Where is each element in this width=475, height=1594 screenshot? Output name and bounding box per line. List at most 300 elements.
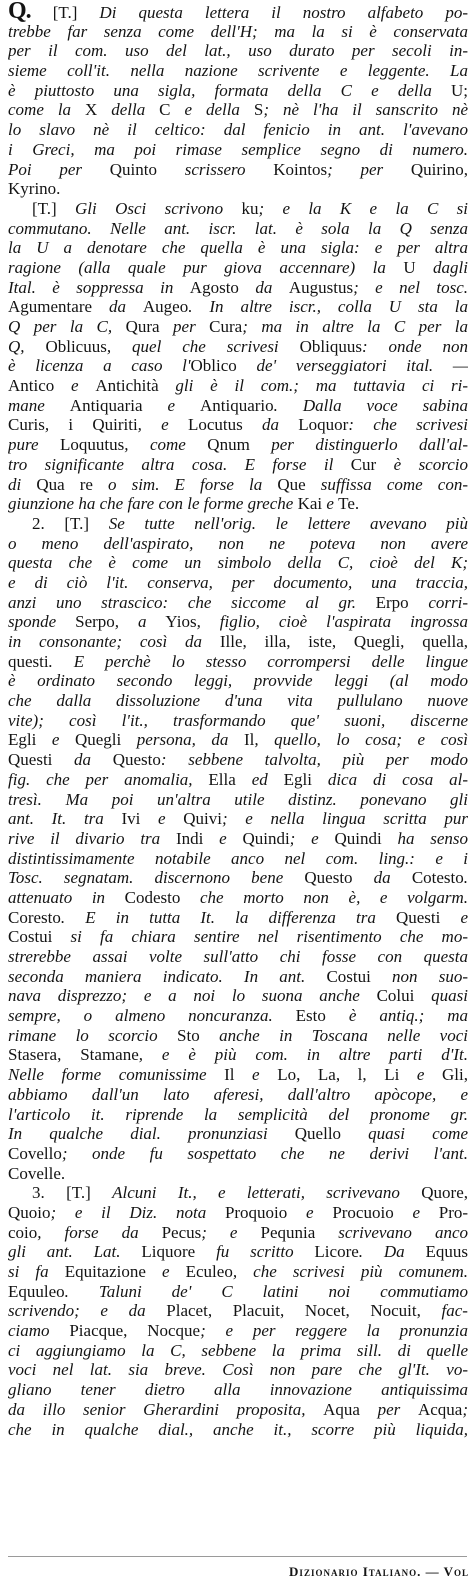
roman-text: Egli <box>8 730 37 750</box>
text-line <box>8 238 468 258</box>
text-line <box>8 278 468 298</box>
italic-text: gliano tener dietro alla innovazione antiquissima <box>8 1380 468 1400</box>
roman-text: Locutus <box>187 415 243 435</box>
roman-text: Yios <box>165 612 197 632</box>
roman-text: Esto <box>295 1006 326 1026</box>
roman-text: Que <box>277 474 306 494</box>
italic-text: persona, da <box>121 730 244 750</box>
roman-text: C <box>159 100 171 120</box>
italic-text: abbiamo dall'un lato aferesi, dall'altro apòcope, e <box>8 1084 468 1104</box>
italic-text: è piuttosto una sigla, formata della C e della <box>8 80 451 100</box>
roman-text: Augeo <box>142 297 189 317</box>
text-line <box>8 908 468 928</box>
italic-text: , e è più com. in altre parti d'It. <box>138 1045 468 1065</box>
roman-text: Quindi <box>334 828 382 848</box>
text-line <box>8 1400 468 1420</box>
text-line <box>8 632 468 652</box>
roman-text: i Quiriti <box>68 415 138 435</box>
roman-text: Il <box>243 730 255 750</box>
italic-text: ; e <box>201 1222 261 1242</box>
text-line <box>8 41 468 61</box>
text-line <box>8 475 468 495</box>
italic-text: i Greci, ma poi rimase semplice segno di numero. <box>8 139 468 159</box>
text-line <box>8 415 468 435</box>
italic-text: e <box>440 907 468 927</box>
text-line <box>8 691 468 711</box>
roman-text: Liquore <box>141 1242 196 1262</box>
italic-text: gli è il com.; ma tuttavia ci ri- <box>158 376 468 396</box>
italic-text: seconda maniera indicato. In ant. <box>8 966 327 986</box>
italic-text: suffissa come con- <box>305 474 468 494</box>
italic-text: : sebbene talvolta, più per modo <box>160 750 468 770</box>
italic-text: , forse da <box>37 1222 162 1242</box>
italic-text: e della <box>170 100 254 120</box>
text-line <box>8 1006 468 1026</box>
italic-text: distintissimamente notabile anco nel com. ling.: e i <box>8 848 468 868</box>
italic-text: Q, <box>8 336 46 356</box>
roman-text: ku <box>241 198 259 218</box>
roman-text: Qura <box>125 317 160 336</box>
italic-text: . In altre iscr., colla U sta la <box>188 297 468 317</box>
roman-text: Loquor <box>298 415 349 435</box>
roman-text: Quegli <box>74 730 122 750</box>
italic-text: di <box>8 474 37 494</box>
text-line <box>8 1026 468 1046</box>
text-line <box>8 986 468 1006</box>
italic-text: fac- <box>420 1301 468 1321</box>
italic-text: per <box>359 1399 418 1419</box>
roman-text: Serpo <box>75 612 115 632</box>
footer-divider <box>8 1556 467 1557</box>
italic-text: ; e il Diz. nota <box>50 1202 225 1222</box>
italic-text: Gli Osci scrivono <box>75 198 242 218</box>
text-line <box>8 671 468 691</box>
text-line <box>8 61 468 81</box>
italic-text: da <box>238 277 289 297</box>
roman-text: Questo <box>304 868 353 888</box>
text-line <box>8 1045 468 1065</box>
roman-text: Piacque, Nocque <box>69 1321 201 1341</box>
italic-text: ; <box>462 1399 468 1419</box>
italic-text: e <box>145 1262 186 1281</box>
roman-text: Equus <box>425 1242 468 1262</box>
italic-text: . E in tutta It. la differenza tra <box>60 907 396 927</box>
text-line <box>8 1164 468 1184</box>
text-line <box>8 140 468 160</box>
roman-text: Antico <box>8 376 55 396</box>
roman-text: Kyrino. <box>8 179 61 199</box>
italic-text: non suo- <box>370 966 468 986</box>
running-footer: Dizionario Italiano. — Vol <box>289 1564 469 1579</box>
italic-text: rimane lo scorcio <box>8 1025 178 1045</box>
roman-text: Equitazione <box>64 1262 146 1281</box>
roman-text: Licore <box>314 1242 359 1262</box>
italic-text: commutano. Nelle ant. iscr. lat. è sola la Q senza <box>8 218 468 238</box>
italic-text: e <box>140 809 184 829</box>
italic-text: ant. It. tra <box>8 809 122 829</box>
italic-text: ; e <box>289 828 335 848</box>
italic-text: nava disprezzo; e a noi lo suona anche <box>8 986 377 1006</box>
text-line <box>8 1360 468 1380</box>
italic-text: Nelle forme comunissime <box>8 1065 225 1085</box>
text-line <box>8 750 468 770</box>
italic-text: la U a denotare che quella è una sigla: e per altra <box>8 238 468 258</box>
text-line <box>8 829 468 849</box>
italic-text: e <box>234 1065 278 1085</box>
text-line <box>8 534 468 554</box>
italic-text: ed <box>235 769 284 789</box>
italic-text: ; onde fu sospettato che ne derivi l'ant. <box>61 1143 468 1163</box>
roman-text: Oblico <box>190 356 237 376</box>
italic-text: si fa chiara sentire nel risentimento che mo- <box>52 927 468 947</box>
roman-text: Quinto <box>109 159 157 179</box>
roman-text: Proquoio <box>224 1202 288 1222</box>
text-line <box>8 514 468 534</box>
roman-text: Il <box>224 1065 235 1085</box>
text-line <box>8 1065 468 1085</box>
roman-text: 2. [T.] <box>32 513 109 533</box>
text-line <box>8 888 468 908</box>
italic-text: voci nel lat. sia breve. Così non pare che gl'It. vo- <box>8 1360 468 1380</box>
italic-text: Poi per <box>8 159 110 179</box>
text-line <box>8 1282 468 1302</box>
text-line <box>8 593 468 613</box>
text-line <box>8 1380 468 1400</box>
italic-text: scrivendo; e da <box>8 1301 167 1321</box>
roman-text: Colui <box>376 986 415 1006</box>
roman-text: Loquutus <box>60 435 125 455</box>
text-line <box>8 1341 468 1361</box>
roman-text: Curis <box>8 415 45 435</box>
text-line <box>8 100 468 120</box>
text-line <box>8 1085 468 1105</box>
italic-text: Se tutte nell'orig. le lettere avevano più <box>108 513 468 533</box>
italic-text: o meno dell'aspirato, non ne poteva non avere <box>8 533 468 553</box>
italic-text: anche in Toscana nelle voci <box>199 1025 468 1045</box>
italic-text: , che scrivesi più comunem. <box>232 1262 468 1281</box>
italic-text: tro significante altra cosa. E forse il <box>8 454 351 474</box>
text-line <box>8 967 468 987</box>
italic-text: , come <box>124 435 208 455</box>
italic-text: ci aggiungiamo la C, sebbene la prima sill. di quelle <box>8 1340 468 1360</box>
roman-text: Costui <box>8 927 53 947</box>
text-line <box>8 396 468 416</box>
italic-text: è scorcio <box>376 454 468 474</box>
italic-text: ; nè l'ha il sanscrito nè <box>263 100 468 120</box>
italic-text: , <box>44 415 69 435</box>
italic-text: e <box>393 1202 439 1222</box>
text-line <box>8 1321 468 1341</box>
italic-text: Q per la C, <box>8 317 126 336</box>
roman-text: Equuleo <box>8 1281 65 1301</box>
roman-text: Quore, <box>421 1183 468 1203</box>
text-line <box>8 179 468 199</box>
roman-text: Agosto <box>189 277 239 297</box>
roman-text: Lo, La, l, Li <box>277 1065 400 1085</box>
italic-text: si fa <box>8 1262 65 1281</box>
italic-text: , a <box>114 612 166 632</box>
text-line <box>8 120 468 140</box>
roman-text: Costui <box>326 966 371 986</box>
roman-text: Ille, illa, iste, Quegli, quella, <box>219 632 468 651</box>
roman-text: Codesto <box>124 887 181 907</box>
italic-text: per il com. uso del lat., uso durato per secoli in- <box>8 41 468 61</box>
italic-text: e <box>142 395 200 415</box>
italic-text: mane <box>8 395 70 415</box>
text-line <box>8 849 468 869</box>
dictionary-page <box>8 2 468 1592</box>
text-line <box>8 356 468 376</box>
italic-text: trebbe far senza come dell'H; ma la si è conservata <box>8 21 468 41</box>
text-line <box>8 612 468 632</box>
italic-text: , quello, lo cosa; e così <box>254 730 468 750</box>
roman-text: Gli, <box>442 1065 468 1085</box>
roman-text: Augustus <box>288 277 354 297</box>
italic-text: , figlio, cioè l'aspirata ingrossa <box>196 612 468 632</box>
italic-text: : che scrivesi <box>348 415 468 435</box>
italic-text: rive il divario tra <box>8 828 176 848</box>
italic-text: scrissero <box>156 159 274 179</box>
roman-text: coio <box>8 1222 38 1242</box>
text-line <box>8 1203 468 1223</box>
italic-text: , quel che scrivesi <box>106 336 300 356</box>
text-line <box>8 317 468 337</box>
italic-text: e <box>287 1202 333 1222</box>
italic-text: come la <box>8 100 85 120</box>
italic-text: ragione (alla quale pur giova accennare) la <box>8 257 404 277</box>
italic-text: ; ma in altre la C per la <box>242 317 468 336</box>
roman-text: Placet, Placuit, Nocet, Nocuit, <box>166 1301 421 1321</box>
roman-text: Covello <box>8 1143 62 1163</box>
italic-text: da illo senior Gherardini proposita, <box>8 1399 324 1419</box>
text-line <box>8 219 468 239</box>
text-line <box>8 1183 468 1203</box>
roman-text: Antiquario <box>199 395 274 415</box>
italic-text: per <box>159 317 210 336</box>
italic-text: ciamo <box>8 1321 70 1341</box>
italic-text: o sim. E forse la <box>92 474 278 494</box>
text-line <box>8 1301 468 1321</box>
roman-text: Aqua <box>323 1399 360 1419</box>
text-line <box>8 947 468 967</box>
roman-text: Quindi <box>242 828 290 848</box>
italic-text: strerebbe assai volte sull'atto chi fosse con questa <box>8 947 468 966</box>
italic-text: sieme coll'it. nella nazione scrivente e leggente. La <box>8 61 468 81</box>
roman-text: Ella <box>208 769 236 789</box>
text-line <box>8 258 468 278</box>
italic-text: per distinguerlo dall'al- <box>249 435 468 455</box>
italic-text: ; e nel tosc. <box>353 277 468 297</box>
text-line <box>8 1124 468 1144</box>
italic-text: che dalla dissoluzione d'una vita pullulano nuove <box>8 691 468 711</box>
roman-text: S <box>253 100 264 120</box>
roman-text: Erpo <box>375 592 409 612</box>
italic-text: questa che è come un simbolo della C, cioè del K; <box>8 553 468 573</box>
italic-text: quasi <box>414 986 468 1006</box>
italic-text: anzi uno strascico: che siccome al gr. <box>8 592 376 612</box>
roman-text: Kointos <box>273 159 328 179</box>
italic-text: sponde <box>8 612 76 632</box>
italic-text: ha senso <box>381 828 468 848</box>
text-line <box>8 1420 468 1440</box>
roman-text: Quivi <box>183 809 222 829</box>
italic-text: Alcuni It., e letterati, scrivevano <box>112 1183 422 1203</box>
italic-text: scrivevano anco <box>315 1222 468 1242</box>
italic-text: ; e la K e la C si <box>258 198 468 218</box>
text-line <box>8 809 468 829</box>
italic-text: . Taluni de' C latini noi commutiamo <box>64 1281 468 1301</box>
italic-text: , e <box>137 415 188 435</box>
italic-text: e <box>54 376 96 396</box>
text-line <box>8 790 468 810</box>
roman-text: Obliquus <box>299 336 362 356</box>
text-line <box>8 1144 468 1164</box>
roman-text: Qnum <box>207 435 250 455</box>
roman-text: Procuoio <box>332 1202 394 1222</box>
text-line <box>8 730 468 750</box>
italic-text: corri- <box>408 592 468 612</box>
text-line <box>8 2 468 22</box>
roman-text: Antichità <box>95 376 159 396</box>
italic-text: che morto non è, e volgarm. <box>180 887 468 907</box>
roman-text: Quoio <box>8 1202 51 1222</box>
roman-text: Ivi <box>121 809 141 829</box>
italic-text: . E perchè lo stesso corrompersi delle lingue <box>48 651 468 671</box>
entry-text <box>8 2 468 1439</box>
text-line <box>8 1242 468 1262</box>
italic-text: Di questa lettera il nostro alfabeto po- <box>99 3 468 22</box>
italic-text: da <box>242 415 299 435</box>
roman-text: Pequnia <box>260 1222 316 1242</box>
roman-text: Stasera, Stamane <box>8 1045 139 1065</box>
roman-text: Antiquaria <box>69 395 143 415</box>
italic-text: da <box>352 868 412 888</box>
text-line <box>8 160 468 180</box>
text-line <box>8 81 468 101</box>
italic-text: dagli <box>415 257 468 277</box>
italic-text: de' verseggiatori ital. — <box>236 356 468 376</box>
italic-text: l'articolo it. riprende la semplicità del pronome gr. <box>8 1104 468 1124</box>
text-line <box>8 494 468 514</box>
text-line <box>8 770 468 790</box>
italic-text: fu scritto <box>195 1242 315 1262</box>
italic-text: e <box>399 1065 443 1085</box>
italic-text: fig. che per anomalia, <box>8 769 209 789</box>
roman-text: Covelle. <box>8 1163 66 1183</box>
italic-text: lo slavo nè il celtico: dal fenicio in ant. l'avevano <box>8 120 468 140</box>
italic-text: In qualche dial. pronunziasi <box>8 1124 295 1144</box>
italic-text: vite); così l'it., trasformando que' suoni, discerne <box>8 710 468 730</box>
roman-text: U; <box>451 80 468 100</box>
text-line <box>8 337 468 357</box>
italic-text: pure <box>8 435 60 455</box>
italic-text: attenuato in <box>8 887 125 907</box>
roman-text: Kai <box>297 494 323 514</box>
italic-text: sempre, o almeno noncuranza. <box>8 1006 296 1026</box>
roman-text: Questo <box>112 750 161 770</box>
roman-text: Pro- <box>438 1202 468 1222</box>
text-line <box>8 573 468 593</box>
italic-text: e <box>203 828 243 848</box>
roman-text: Questi <box>8 750 53 770</box>
roman-text: Questi <box>395 907 441 927</box>
text-line <box>8 711 468 731</box>
roman-text: [T.] <box>30 3 100 22</box>
roman-text: Egli <box>283 769 312 789</box>
text-line <box>8 1105 468 1125</box>
text-line <box>8 455 468 475</box>
italic-text: . <box>463 868 468 888</box>
text-line <box>8 1223 468 1243</box>
italic-text: è licenza a caso l' <box>8 356 191 376</box>
italic-text: : onde non <box>361 336 468 356</box>
roman-text: Quirino, <box>410 159 468 179</box>
roman-text: U <box>403 257 416 277</box>
italic-text: dica di cosa al- <box>311 769 468 789</box>
roman-text: questi <box>8 651 49 671</box>
text-line <box>8 652 468 672</box>
italic-text: . Da <box>358 1242 426 1262</box>
roman-text: Eculeo <box>185 1262 233 1281</box>
italic-text: quasi come <box>341 1124 468 1144</box>
roman-text: Qua re <box>36 474 93 494</box>
roman-text: Quello <box>294 1124 342 1144</box>
roman-text: 3. [T.] <box>32 1183 113 1203</box>
text-line <box>8 1262 468 1282</box>
roman-text: Oblicuus <box>45 336 107 356</box>
italic-text: è antiq.; ma <box>325 1006 468 1026</box>
italic-text: in consonante; così da <box>8 632 220 651</box>
italic-text: Ital. è soppressa in <box>8 277 190 297</box>
roman-text: X <box>84 100 98 120</box>
text-line <box>8 553 468 573</box>
italic-text: è ordinato secondo leggi, provvide leggi (al modo <box>8 671 468 691</box>
italic-text: Tosc. segnatam. discernono bene <box>8 868 305 888</box>
text-line <box>8 435 468 455</box>
italic-text: della <box>97 100 160 120</box>
italic-text: che in qualche dial., anche it., scorre più liquida, <box>8 1419 468 1439</box>
italic-text: da <box>52 750 113 770</box>
text-line <box>8 22 468 42</box>
headword: Q. <box>8 2 31 22</box>
roman-text: Agumentare <box>8 297 93 317</box>
italic-text: ; e per reggere la pronunzia <box>200 1321 468 1341</box>
italic-text: giunzione ha che fare con le forme greche <box>8 494 298 514</box>
roman-text: Cura <box>209 317 243 336</box>
text-line <box>8 868 468 888</box>
text-line <box>8 927 468 947</box>
italic-text: e <box>322 494 339 514</box>
roman-text: [T.] <box>32 198 76 218</box>
text-line <box>8 297 468 317</box>
text-line <box>8 199 468 219</box>
roman-text: Acqua <box>417 1399 463 1419</box>
italic-text: e <box>36 730 75 750</box>
roman-text: Cur <box>350 454 377 474</box>
text-line <box>8 376 468 396</box>
roman-text: Sto <box>177 1025 200 1045</box>
italic-text: gli ant. Lat. <box>8 1242 142 1262</box>
italic-text: ; per <box>327 159 411 179</box>
italic-text: e di ciò l'it. conserva, per documento, una traccia, <box>8 572 468 592</box>
italic-text: ; e nella lingua scritta pur <box>221 809 468 829</box>
roman-text: Coresto <box>8 907 61 927</box>
roman-text: Cotesto <box>411 868 464 888</box>
italic-text: da <box>92 297 143 317</box>
italic-text: . Dalla voce sabina <box>273 395 468 415</box>
roman-text: Indi <box>175 828 204 848</box>
roman-text: Pecus <box>161 1222 202 1242</box>
